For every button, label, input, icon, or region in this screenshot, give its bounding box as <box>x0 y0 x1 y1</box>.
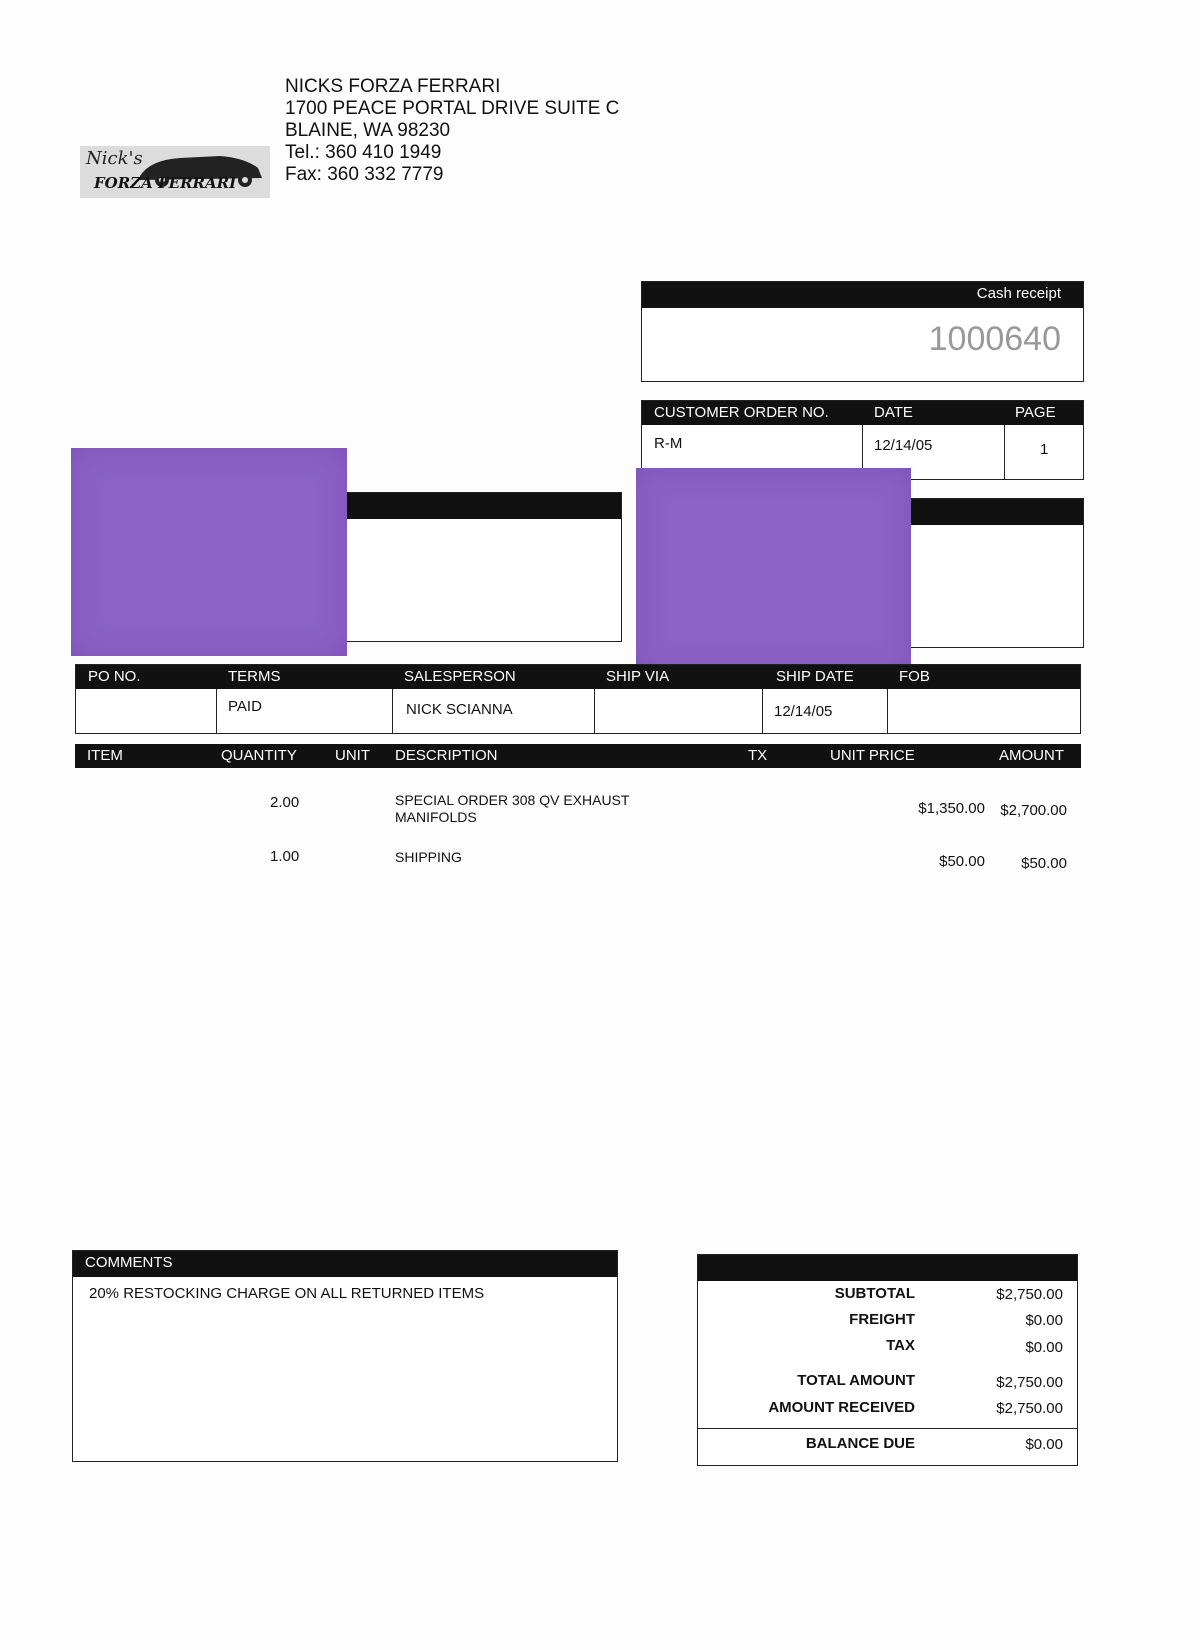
row-unit-price: $1,350.00 <box>918 800 985 817</box>
items-header <box>75 744 1081 768</box>
logo-brand-text: FORZA FERRARI <box>94 174 237 192</box>
terms-header <box>76 665 1080 689</box>
receipt-box <box>641 281 1084 382</box>
date-value: 12/14/05 <box>874 437 933 454</box>
amount-header: AMOUNT <box>999 747 1064 764</box>
balance-due-value: $0.00 <box>1025 1436 1063 1453</box>
amount-received-label: AMOUNT RECEIVED <box>768 1399 915 1416</box>
comments-box <box>72 1250 618 1462</box>
order-no-value: R-M <box>654 435 683 452</box>
unit-header: UNIT <box>335 747 370 764</box>
tax-label: TAX <box>886 1337 915 1354</box>
company-fax: Fax: 360 332 7779 <box>285 164 444 185</box>
row-description-cont: MANIFOLDS <box>395 809 477 825</box>
line-items <box>75 790 1081 890</box>
terms-header-label: TERMS <box>228 668 281 685</box>
ship-via-header: SHIP VIA <box>606 668 670 685</box>
redaction-right <box>636 468 911 674</box>
receipt-header <box>642 282 1083 308</box>
balance-divider <box>698 1428 1077 1429</box>
salesperson-header: SALESPERSON <box>404 668 516 685</box>
tx-header: TX <box>748 747 768 764</box>
logo-script-text: Nick's <box>86 148 143 169</box>
freight-label: FREIGHT <box>849 1311 915 1328</box>
ship-date-value: 12/14/05 <box>774 703 833 720</box>
subtotal-label: SUBTOTAL <box>834 1285 915 1302</box>
subtotal-value: $2,750.00 <box>996 1286 1063 1303</box>
totals-header <box>698 1255 1077 1281</box>
total-amount-label: TOTAL AMOUNT <box>797 1372 915 1389</box>
company-info <box>285 76 619 186</box>
comments-header <box>73 1251 617 1277</box>
row-description: SHIPPING <box>395 849 462 865</box>
terms-divider-2 <box>392 689 393 733</box>
row-quantity: 2.00 <box>270 794 300 811</box>
row-description: SPECIAL ORDER 308 QV EXHAUST <box>395 792 630 808</box>
fob-header: FOB <box>899 668 930 685</box>
item-header: ITEM <box>87 747 123 764</box>
freight-value: $0.00 <box>1025 1312 1063 1329</box>
terms-divider-3 <box>594 689 595 733</box>
unit-price-header: UNIT PRICE <box>830 747 915 764</box>
order-no-header: CUSTOMER ORDER NO. <box>654 404 829 421</box>
totals-box <box>697 1254 1078 1466</box>
row-quantity: 1.00 <box>270 848 300 865</box>
total-amount-value: $2,750.00 <box>996 1374 1063 1391</box>
receipt-title: Cash receipt <box>976 285 1061 302</box>
comments-header-label: COMMENTS <box>85 1254 173 1271</box>
comments-text: 20% RESTOCKING CHARGE ON ALL RETURNED ITEMS <box>89 1285 485 1302</box>
order-divider-2 <box>1004 425 1005 479</box>
order-header <box>642 401 1083 425</box>
salesperson-value: NICK SCIANNA <box>406 701 513 718</box>
page-header: PAGE <box>1015 404 1056 421</box>
receipt-number: 1000640 <box>928 320 1061 358</box>
row-unit-price: $50.00 <box>939 853 985 870</box>
terms-divider-4 <box>762 689 763 733</box>
terms-divider-5 <box>887 689 888 733</box>
terms-divider-1 <box>216 689 217 733</box>
balance-due-label: BALANCE DUE <box>805 1435 915 1452</box>
description-header: DESCRIPTION <box>395 747 498 764</box>
company-tel: Tel.: 360 410 1949 <box>285 142 442 163</box>
terms-box <box>75 664 1081 734</box>
row-amount: $50.00 <box>1021 855 1067 872</box>
page-value: 1 <box>1040 441 1049 458</box>
amount-received-value: $2,750.00 <box>996 1400 1063 1417</box>
redaction-left <box>71 448 347 656</box>
company-logo <box>80 146 270 198</box>
tax-value: $0.00 <box>1025 1339 1063 1356</box>
company-name: NICKS FORZA FERRARI <box>285 76 501 97</box>
row-amount: $2,700.00 <box>1000 802 1067 819</box>
ship-date-header: SHIP DATE <box>776 668 854 685</box>
company-address-line2: BLAINE, WA 98230 <box>285 120 451 141</box>
quantity-header: QUANTITY <box>221 747 297 764</box>
company-address-line1: 1700 PEACE PORTAL DRIVE SUITE C <box>285 98 620 119</box>
po-header: PO NO. <box>88 668 141 685</box>
date-header: DATE <box>874 404 913 421</box>
terms-value: PAID <box>228 698 262 715</box>
